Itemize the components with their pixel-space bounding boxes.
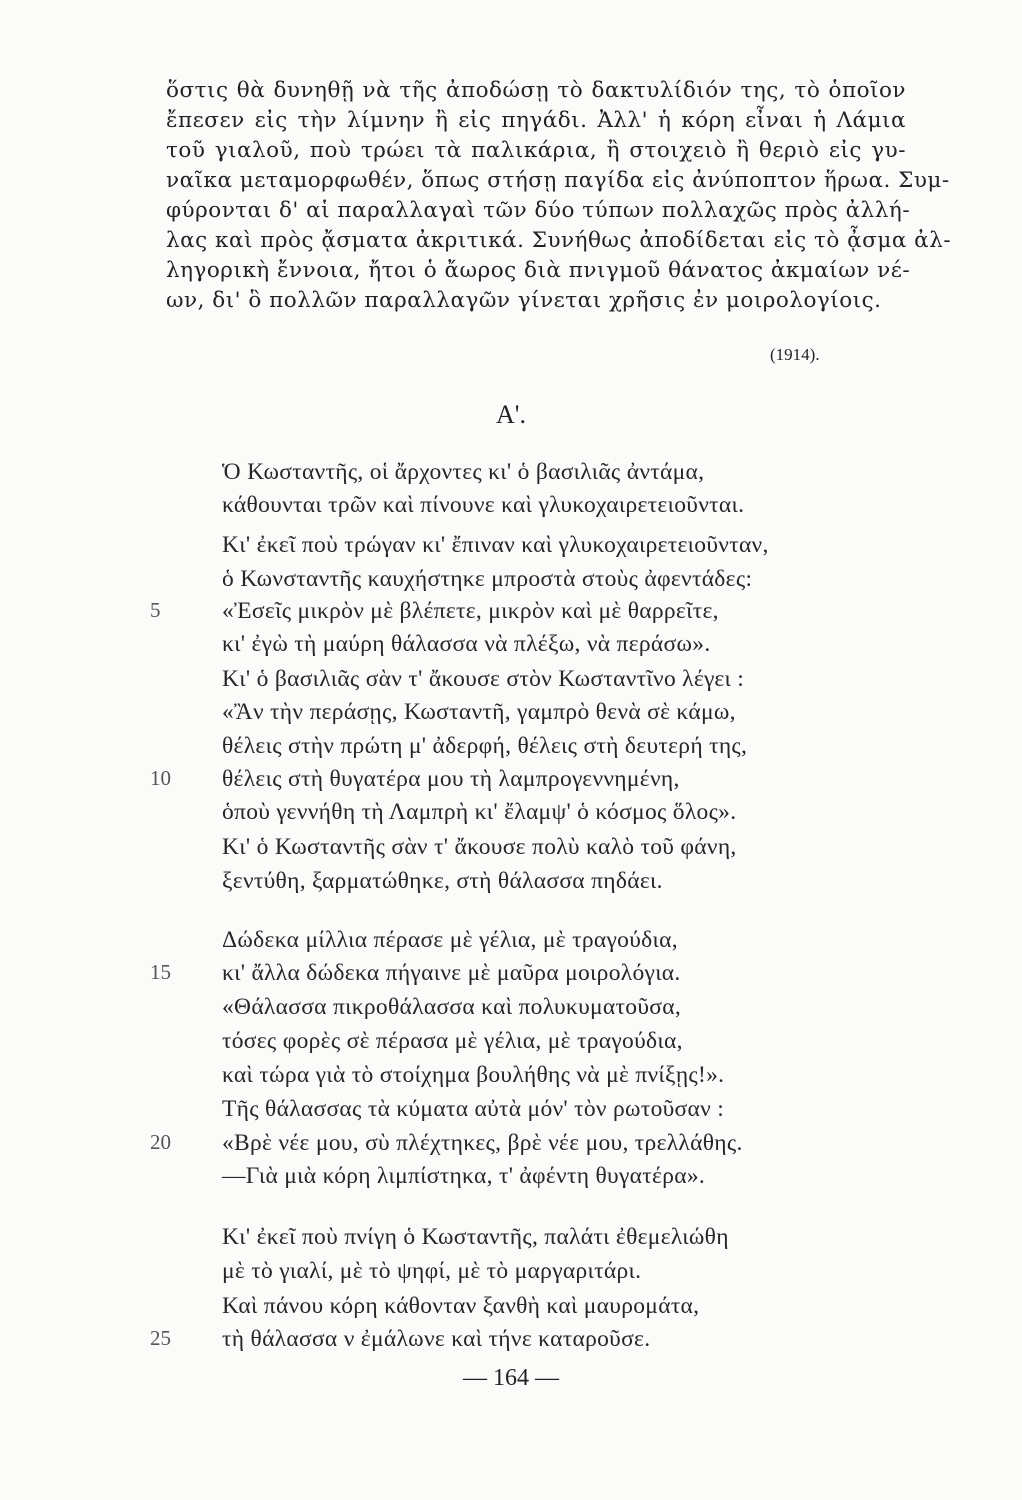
verse-line: θέλεις στὴν πρώτη μ' ἀδερφή, θέλεις στὴ δευτερή της, (222, 733, 748, 759)
verse-line: κι' ἄλλα δώδεκα πήγαινε μὲ μαῦρα μοιρολόγια. (222, 960, 681, 986)
verse-line: «Ἐσεῖς μικρὸν μὲ βλέπετε, μικρὸν καὶ μὲ θαρρεῖτε, (222, 598, 719, 624)
verse-line: καὶ τώρα γιὰ τὸ στοίχημα βουλήθης νὰ μὲ πνίξῃς!». (222, 1062, 725, 1088)
verse-line: Κι' ὁ Κωσταντῆς σὰν τ' ἄκουσε πολὺ καλὸ τοῦ φάνη, (222, 834, 737, 860)
verse-line: Τῆς θάλασσας τὰ κύματα αὐτὰ μόν' τὸν ρωτοῦσαν : (222, 1096, 725, 1122)
verse-line: τόσες φορὲς σὲ πέρασα μὲ γέλια, μὲ τραγούδια, (222, 1028, 683, 1054)
intro-paragraph (166, 76, 952, 316)
verse-line: ξεντύθη, ξαρματώθηκε, στὴ θάλασσα πηδάει. (222, 868, 663, 894)
intro-line: ἔπεσεν εἰς τὴν λίμνην ἢ εἰς πηγάδι. Ἀλλ' ἡ κόρη εἶναι ἡ Λάμια (166, 108, 906, 133)
verse-line: Καὶ πάνου κόρη κάθονταν ξανθὴ καὶ μαυρομάτα, (222, 1293, 700, 1319)
verse-line: κι' ἐγὼ τὴ μαύρη θάλασσα νὰ πλέξω, νὰ περάσω». (222, 631, 711, 657)
verse-line: ὁ Κωνσταντῆς καυχήστηκε μπροστὰ στοὺς ἀφεντάδες: (222, 566, 753, 592)
verse-line: μὲ τὸ γιαλί, μὲ τὸ ψηφί, μὲ τὸ μαργαριτάρι. (222, 1258, 642, 1284)
verse-line: Ὁ Κωσταντῆς, οἱ ἄρχοντες κι' ὁ βασιλιᾶς ἀντάμα, (222, 459, 705, 485)
verse-line: κάθουνται τρῶν καὶ πίνουνε καὶ γλυκοχαιρετειοῦνται. (222, 492, 745, 518)
line-number: 15 (150, 960, 171, 984)
intro-line: ληγορικὴ ἔννοια, ἤτοι ὁ ἄωρος διὰ πνιγμοῦ θάνατος ἀκμαίων νέ- (166, 258, 911, 283)
verse-line: Δώδεκα μίλλια πέρασε μὲ γέλια, μὲ τραγούδια, (222, 927, 678, 953)
verse-line: «Θάλασσα πικροθάλασσα καὶ πολυκυματοῦσα, (222, 994, 682, 1020)
line-number: 5 (150, 598, 161, 622)
intro-line: τοῦ γιαλοῦ, ποὺ τρώει τὰ παλικάρια, ἢ στοιχειὸ ἢ θεριὸ εἰς γυ- (166, 138, 906, 163)
page-number: — 164 — (463, 1365, 559, 1391)
verse-line: τὴ θάλασσα ν ἐμάλωνε καὶ τήνε καταροῦσε. (222, 1326, 651, 1352)
verse-line: «Βρὲ νέε μου, σὺ πλέχτηκες, βρὲ νέε μου, τρελλάθης. (222, 1130, 743, 1156)
verse-line: Κι' ὁ βασιλιᾶς σὰν τ' ἄκουσε στὸν Κωσταντῖνο λέγει : (222, 666, 745, 692)
verse-line: «Ἂν τὴν περάσῃς, Κωσταντῆ, γαμπρὸ θενὰ σὲ κάμω, (222, 699, 736, 725)
line-number: 20 (150, 1130, 171, 1154)
verse-line: θέλεις στὴ θυγατέρα μου τὴ λαμπρογεννημένη, (222, 766, 680, 792)
intro-line: ναῖκα μεταμορφωθέν, ὅπως στήσῃ παγίδα εἰς ἀνύποπτον ἥρωα. Συμ- (166, 168, 950, 193)
line-number: 25 (150, 1326, 171, 1350)
intro-line: ων, δι' ὃ πολλῶν παραλλαγῶν γίνεται χρῆσις ἐν μοιρολογίοις. (166, 288, 882, 313)
verse-line: —Γιὰ μιὰ κόρη λιμπίστηκα, τ' ἀφέντη θυγατέρα». (222, 1163, 706, 1189)
verse-line: Κι' ἐκεῖ ποὺ πνίγη ὁ Κωσταντῆς, παλάτι ἐθεμελιώθη (222, 1224, 729, 1250)
verse-line: ὁποὺ γεννήθη τὴ Λαμπρὴ κι' ἔλαμψ' ὁ κόσμος ὅλος». (222, 799, 737, 825)
intro-line: φύρονται δ' αἱ παραλλαγαὶ τῶν δύο τύπων πολλαχῶς πρὸς ἀλλή- (166, 198, 911, 223)
intro-date: (1914). (770, 345, 820, 364)
section-title: Α'. (496, 400, 526, 429)
verse-line: Κι' ἐκεῖ ποὺ τρώγαν κι' ἔπιναν καὶ γλυκοχαιρετειοῦνταν, (222, 532, 769, 558)
intro-line: λας καὶ πρὸς ᾄσματα ἀκριτικά. Συνήθως ἀποδίδεται εἰς τὸ ᾆσμα ἀλ- (166, 228, 952, 253)
line-number: 10 (150, 766, 171, 790)
intro-line: ὅστις θὰ δυνηθῇ νὰ τῆς ἀποδώσῃ τὸ δακτυλίδιόν της, τὸ ὁποῖον (166, 78, 906, 103)
